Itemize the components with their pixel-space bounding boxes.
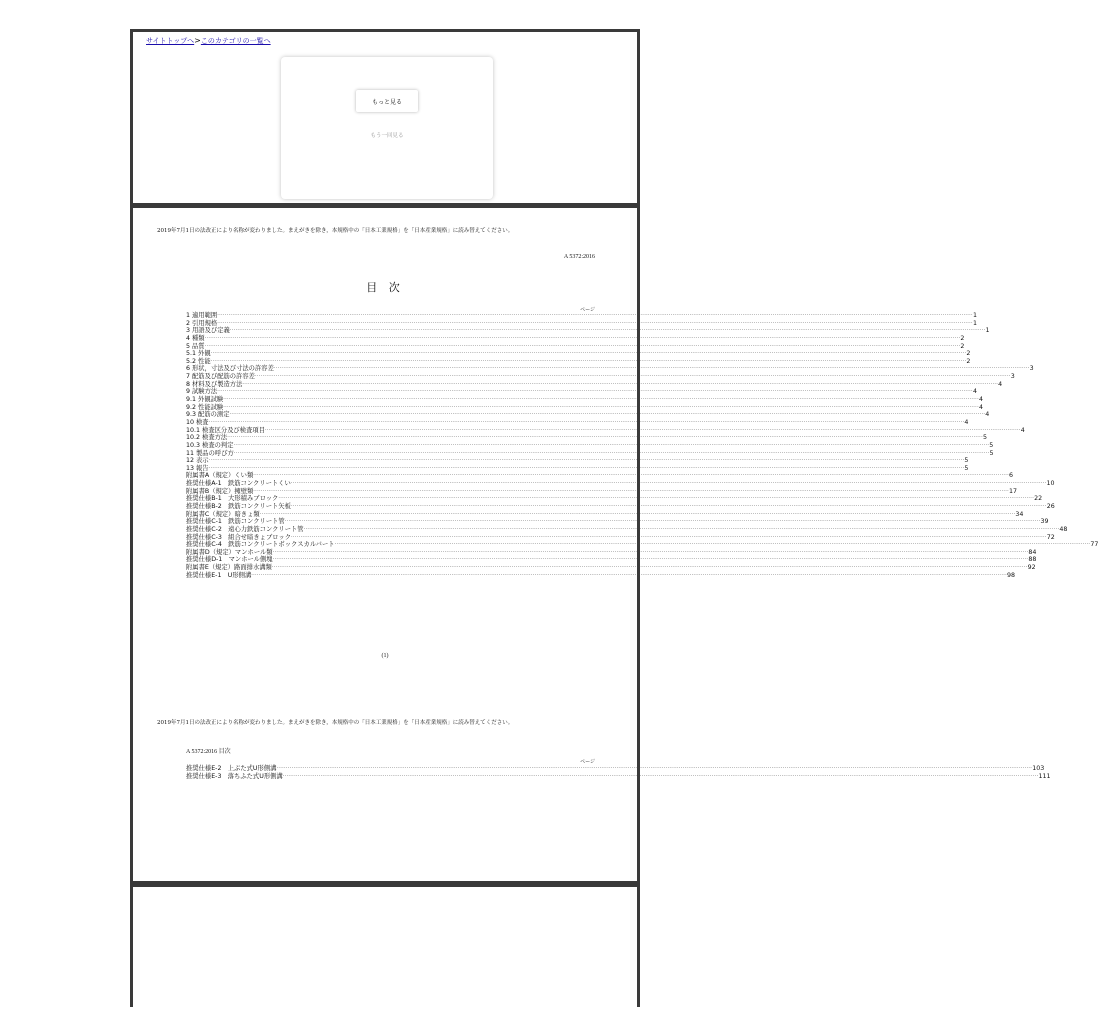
toc-entry-title: 10.3 検査の判定 [186,441,234,449]
toc-entry-title: 5.2 性能 [186,357,211,365]
toc-entry [186,541,1098,549]
toc-entry-page: 92 [1027,564,1036,572]
toc-leader-dots: ················································································································································································································································································································································································································ [271,564,1028,571]
toc-entry-page: 48 [1059,525,1068,533]
toc-entry-page: 4 [998,380,1003,388]
toc-entry-title: 附属書A（規定）くい類 [186,472,254,480]
toc-leader-dots: ················································································································································································································································································································································································································ [227,434,983,441]
toc-entry [186,334,965,343]
toc-leader-dots: ················································································································································································································································································································································································································ [251,571,1007,578]
toc-leader-dots: ················································································································································································································································································································································································································ [253,487,1010,494]
toc-leader-dots: ················································································································································································································································································································································································································ [217,311,973,318]
page2-running-head: A 5372:2016 目次 [186,749,231,755]
more-button[interactable]: もっと見る [356,90,418,112]
document-viewer[interactable] [130,205,1098,884]
toc-entry-page: 4 [978,396,983,404]
toc-entry-page: 4 [964,418,969,426]
toc-leader-dots: ················································································································································································································································································································································································································ [284,518,1041,525]
toc-entry-title: 6 形状，寸法及び寸法の許容差 [186,365,274,373]
toc-entry [186,564,1036,572]
document-number: A 5372:2016 [563,254,595,260]
toc-entry-title: 推奨仕様B-2 鉄筋コンクリート矢板 [186,503,291,510]
toc-entry-title: 推奨仕様C-2 遠心力鉄筋コンクリート管 [186,525,304,533]
toc-entry-page: 84 [1028,548,1037,556]
toc-entry [186,327,990,335]
toc-entry-title: 2 引用規格 [186,319,218,327]
toc-entry [186,380,1003,389]
footer-frame [130,884,640,1007]
toc-leader-dots: ················································································································································································································································································································································································································ [254,373,1011,380]
toc-entry-title: 13 報告 [186,464,209,472]
toc-entry [186,556,1037,565]
toc-entry-page: 17 [1009,487,1018,495]
toc-entry-page: 5 [964,464,969,472]
toc-entry-page: 111 [1038,772,1051,780]
rename-notice: 2019年7月1日の法改正により名称が変わりました。まえがきを除き，本規格中の「日本工業規格」を「日本産業規格」に読み替えてください。 [157,228,514,234]
toc-entry [186,342,965,351]
toc-entry-page: 10 [1046,480,1055,488]
toc-entry-page: 5 [989,449,994,457]
rename-notice-page2: 2019年7月1日の法改正により名称が変わりました。まえがきを除き，本規格中の「日本工業規格」を「日本産業規格」に読み替えてください。 [157,720,514,726]
toc-entry-title: 10.1 検査区分及び検査項目 [186,426,265,434]
toc-entry-page: 72 [1046,533,1055,541]
toc-entry-page: 6 [1009,472,1014,480]
toc-entry-page: 3 [1010,373,1015,381]
toc-leader-dots: ················································································································································································································································································································································································································ [208,418,965,425]
toc-leader-dots: ················································································································································································································································································································································································································ [334,541,1091,548]
site-top-link[interactable]: サイトトップへ [146,37,195,45]
toc-leader-dots: ················································································································································································································································································································································································································ [282,772,1039,779]
toc-entry-title: 1 適用範囲 [186,311,218,319]
toc-entry [186,457,969,465]
toc-entry-title: 11 製品の呼び方 [186,449,234,457]
toc-leader-dots: ················································································································································································································································································································································································································ [210,350,967,357]
toc-entry-page: 4 [972,388,977,396]
toc-leader-dots: ················································································································································································································································································································································································································ [290,480,1047,487]
toc-entry [186,388,977,396]
toc-entry [186,480,1055,488]
toc-leader-dots: ················································································································································································································································································································································································································ [223,403,979,410]
header-frame [130,29,640,206]
toc-entry [186,350,971,358]
toc-entry-page: 1 [972,311,977,319]
toc-entry [186,411,990,419]
toc-leader-dots: ················································································································································································································································································································································································································ [223,396,979,403]
toc-leader-dots: ················································································································································································································································································································································································································ [217,388,973,395]
toc-entry-title: 附属書D（規定）マンホール類 [186,548,273,556]
toc-entry-page: 3 [1029,365,1034,373]
toc-entry [186,426,1025,435]
toc-leader-dots: ················································································································································································································································································································································································································ [242,380,999,387]
toc-entry-page: 88 [1028,556,1037,564]
toc-leader-dots: ················································································································································································································································································································································································································ [291,533,1047,540]
page-folio: (1) [381,653,389,659]
page-column-label-2: ページ [580,759,595,765]
toc-entry [186,449,994,458]
breadcrumb [146,36,271,46]
toc-entry-page: 39 [1040,518,1049,526]
toc-entry-title: 9.2 性能試験 [186,403,224,411]
toc-leader-dots: ················································································································································································································································································································································································································ [253,472,1010,479]
toc-entry [186,441,994,450]
toc-entry-page: 2 [960,334,965,342]
toc-entry-page: 77 [1090,541,1098,549]
toc-entry-title: 推奨仕様C-3 組合せ暗きょブロック [186,533,292,541]
toc-entry [186,311,977,320]
toc-entry [186,319,977,328]
toc-leader-dots: ················································································································································································································································································································································································································ [278,495,1035,502]
toc-entry [186,418,969,427]
toc-entry-page: 2 [960,342,965,350]
toc-leader-dots: ················································································································································································································································································································································································································ [276,764,1033,771]
toc-entry [186,518,1049,526]
toc-entry-title: 推奨仕様C-4 鉄筋コンクリートボックスカルバート [186,541,335,549]
toc-entry-title: 10.2 検査方法 [186,434,228,442]
viewer-card [281,57,493,199]
toc-entry-page: 26 [1046,503,1055,510]
toc-leader-dots: ················································································································································································································································································································································································································ [303,525,1060,532]
toc-entry-page: 5 [989,441,994,449]
toc-entry [186,434,987,442]
toc-leader-dots: ················································································································································································································································································································································································································ [273,365,1030,372]
toc-entry-page: 4 [985,411,990,419]
toc-entry-page: 2 [966,350,971,358]
toc-entry-title: 推奨仕様C-1 鉄筋コンクリート管 [186,518,285,526]
toc-entry-title: 推奨仕様E-1 U形側溝 [186,571,252,579]
toc-entry-page: 1 [985,327,990,335]
toc-entry-title: 9.1 外観試験 [186,396,224,404]
toc-entry [186,503,1055,511]
toc-entry [186,764,1045,773]
toc-entry-title: 3 用語及び定義 [186,327,230,335]
toc-entry-title: 4 種類 [186,334,205,342]
toc-leader-dots: ················································································································································································································································································································································································································ [233,449,990,456]
toc-entry [186,373,1015,381]
toc-leader-dots: ················································································································································································································································································································································································································ [290,503,1047,509]
category-list-link[interactable]: このカテゴリの一覧へ [200,37,271,45]
toc-entry [186,495,1043,503]
toc-entry-page: 4 [1020,426,1025,434]
toc-leader-dots: ················································································································································································································································································································································································································ [259,510,1016,517]
toc-entry-title: 附属書B（規定）擁壁類 [186,487,254,495]
toc-entry [186,365,1034,373]
toc-list-page2 [186,764,1051,780]
toc-entry-page: 5 [964,457,969,465]
toc-entry [186,396,983,404]
toc-entry-title: 12 表示 [186,457,209,465]
toc-entry-page: 98 [1007,571,1016,579]
toc-entry [186,403,983,412]
breadcrumb-separator: > [194,36,201,45]
toc-list [186,311,1098,579]
toc-entry [186,525,1068,534]
toc-leader-dots: ················································································································································································································································································································································································································ [217,319,973,326]
page-column-label: ページ [580,307,595,313]
toc-entry-title: 5.1 外観 [186,350,211,358]
toc-entry [186,772,1051,781]
toc-leader-dots: ················································································································································································································································································································································································································ [233,441,990,448]
toc-entry-title: 8 材料及び製造方法 [186,380,243,388]
toc-entry-title: 附属書C（規定）暗きょ類 [186,510,260,518]
toc-leader-dots: ················································································································································································································································································································································································································ [204,334,961,341]
toc-entry-title: 附属書E（規定）路面排水溝類 [186,564,272,572]
toc-leader-dots: ················································································································································································································································································································································································································ [229,411,986,418]
toc-leader-dots: ················································································································································································································································································································································································································ [265,426,1021,433]
toc-entry-page: 5 [982,434,987,442]
toc-entry-title: 10 検査 [186,418,209,426]
toc-entry-title: 推奨仕様E-3 落ちふた式U形側溝 [186,772,283,780]
toc-entry-title: 推奨仕様E-2 上ぶた式U形側溝 [186,764,277,772]
toc-entry-title: 推奨仕様B-1 大形積みブロック [186,495,279,503]
toc-leader-dots: ················································································································································································································································································································································································································ [272,556,1029,563]
toc-entry-title: 推奨仕様A-1 鉄筋コンクリートくい [186,480,291,488]
toc-entry-title: 9.3 配筋の測定 [186,411,230,419]
toc-entry-title: 推奨仕様D-1 マンホール側塊 [186,556,273,564]
toc-entry-title: 5 品質 [186,342,205,350]
toc-leader-dots: ················································································································································································································································································································································································································ [229,327,986,334]
toc-entry-title: 9 試験方法 [186,388,218,396]
toc-title: 目 次 [366,281,404,294]
toc-entry-page: 34 [1015,510,1024,518]
toc-entry-title: 7 配筋及び配筋の許容差 [186,373,255,381]
toc-entry-page: 2 [966,357,971,365]
toc-leader-dots: ················································································································································································································································································································································································································ [204,342,961,349]
toc-entry-page: 103 [1032,764,1045,772]
toc-leader-dots: ················································································································································································································································································································································································································ [210,357,967,364]
view-again-link[interactable]: もう一回見る [370,133,404,139]
toc-leader-dots: ················································································································································································································································································································································································································ [208,457,965,464]
toc-leader-dots: ················································································································································································································································································································································································································ [272,548,1029,555]
toc-entry-page: 1 [972,319,977,327]
toc-leader-dots: ················································································································································································································································································································································································································ [208,464,965,471]
toc-entry [186,472,1014,480]
toc-entry [186,571,1016,580]
toc-entry-page: 22 [1034,495,1043,503]
toc-entry-page: 4 [978,403,983,411]
